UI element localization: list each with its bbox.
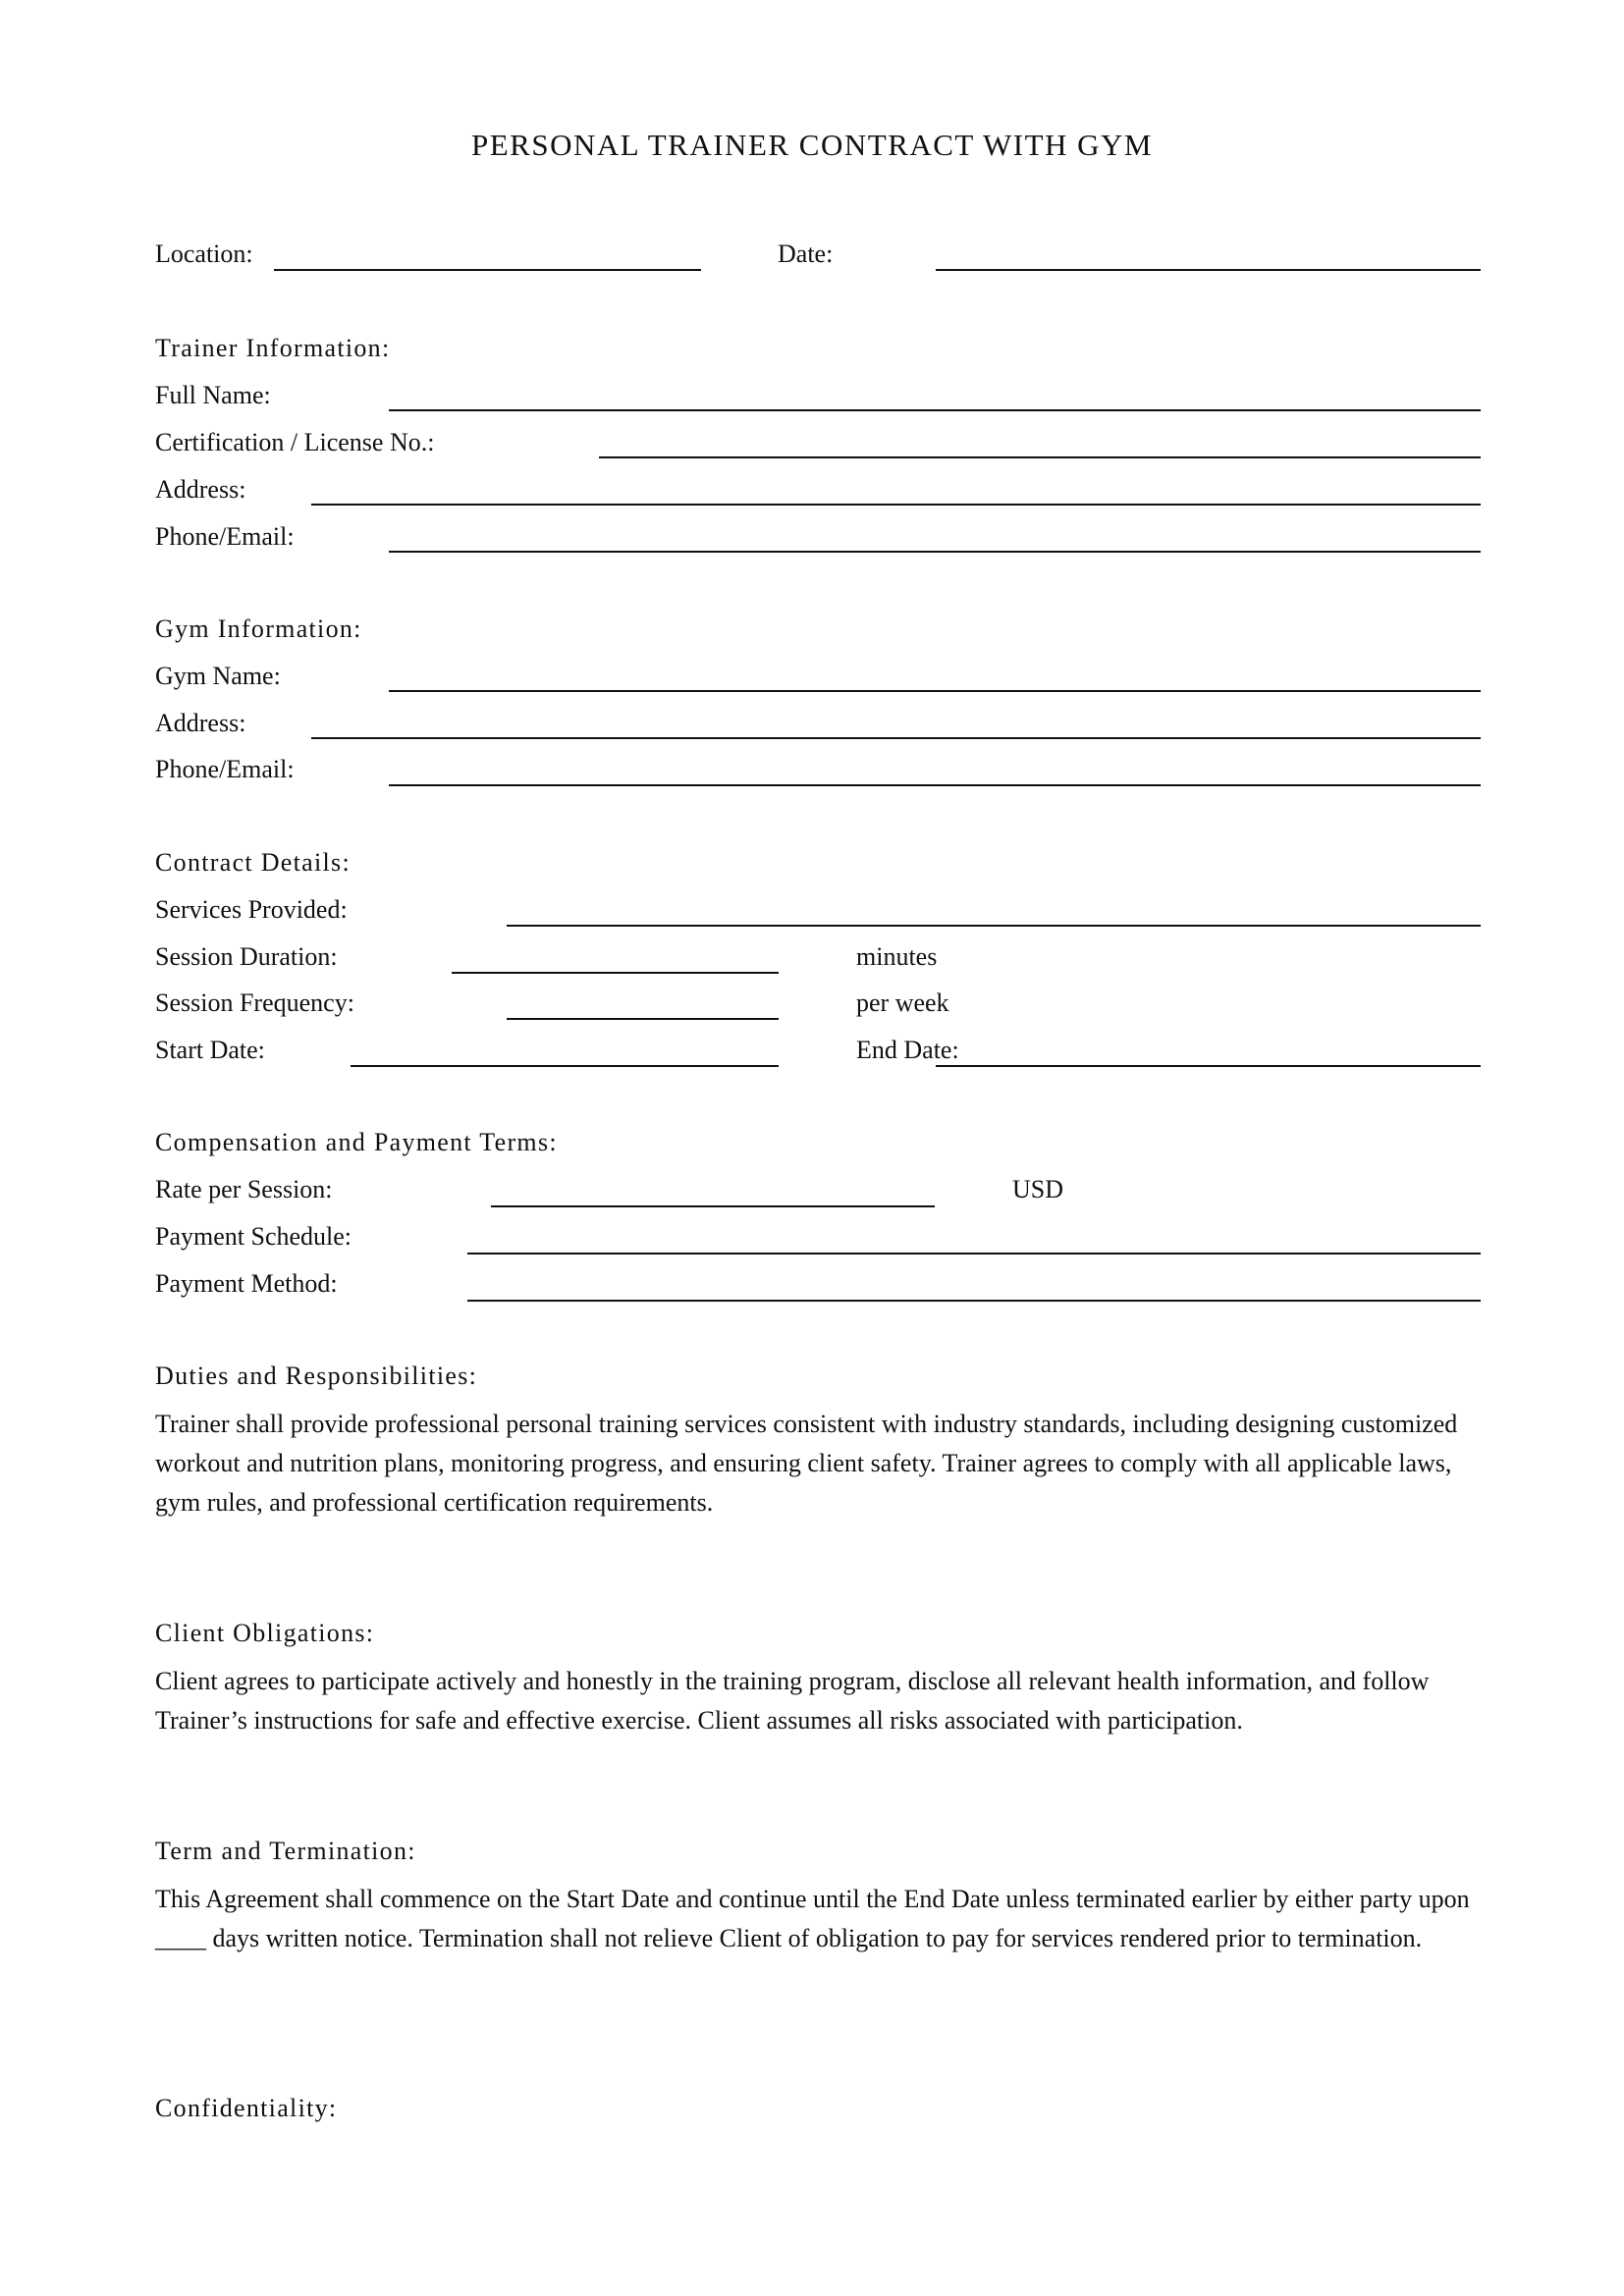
trainer-certification-label: Certification / License No.: <box>155 428 435 456</box>
date-field[interactable] <box>936 269 1481 271</box>
confidentiality-heading: Confidentiality: <box>155 2094 338 2122</box>
trainer-information-heading: Trainer Information: <box>155 334 391 362</box>
location-field[interactable] <box>274 269 701 271</box>
end-date-label: End Date: <box>856 1036 959 1064</box>
gym-name-label: Gym Name: <box>155 662 281 690</box>
session-duration-label: Session Duration: <box>155 942 338 971</box>
payment-method-label: Payment Method: <box>155 1269 338 1298</box>
rate-per-session-label: Rate per Session: <box>155 1175 333 1203</box>
services-provided-field[interactable] <box>507 925 1481 927</box>
payment-schedule-field[interactable] <box>467 1253 1481 1255</box>
start-date-field[interactable] <box>351 1065 779 1067</box>
date-label: Date: <box>778 240 834 268</box>
session-duration-field[interactable] <box>452 972 779 974</box>
trainer-phone-email-field[interactable] <box>389 551 1481 553</box>
session-duration-unit: minutes <box>856 942 938 971</box>
gym-address-label: Address: <box>155 709 246 737</box>
start-date-label: Start Date: <box>155 1036 265 1064</box>
gym-address-field[interactable] <box>311 737 1481 739</box>
trainer-address-field[interactable] <box>311 504 1481 506</box>
session-frequency-unit: per week <box>856 988 949 1017</box>
services-provided-label: Services Provided: <box>155 895 348 924</box>
duties-heading: Duties and Responsibilities: <box>155 1362 478 1390</box>
gym-information-heading: Gym Information: <box>155 614 362 643</box>
payment-method-field[interactable] <box>467 1300 1481 1302</box>
duties-paragraph: Trainer shall provide professional personal training services consistent with industry standards, including designing customized workout and nutrition plans, monitoring progress, and ensuring client safety. Trainer agrees to comply with all applicable laws, gym rules, and professional certification requirements. <box>155 1410 1458 1517</box>
document-title: PERSONAL TRAINER CONTRACT WITH GYM <box>471 128 1153 162</box>
client-obligations-heading: Client Obligations: <box>155 1619 375 1647</box>
client-obligations-paragraph: Client agrees to participate actively and honestly in the training program, disclose all relevant health information, and follow Trainer’s instructions for safe and effective exercise. Client assumes all risks associated with participation. <box>155 1667 1430 1735</box>
gym-phone-email-field[interactable] <box>389 784 1481 786</box>
gym-phone-email-label: Phone/Email: <box>155 755 295 783</box>
term-termination-heading: Term and Termination: <box>155 1837 416 1865</box>
currency-label: USD <box>1012 1175 1064 1203</box>
trainer-full-name-field[interactable] <box>389 409 1481 411</box>
gym-name-field[interactable] <box>389 690 1481 692</box>
location-label: Location: <box>155 240 253 268</box>
payment-schedule-label: Payment Schedule: <box>155 1222 352 1251</box>
compensation-heading: Compensation and Payment Terms: <box>155 1128 558 1156</box>
trainer-address-label: Address: <box>155 475 246 504</box>
trainer-phone-email-label: Phone/Email: <box>155 522 295 551</box>
trainer-full-name-label: Full Name: <box>155 381 271 409</box>
session-frequency-label: Session Frequency: <box>155 988 354 1017</box>
end-date-field[interactable] <box>936 1065 1481 1067</box>
term-termination-paragraph: This Agreement shall commence on the Start Date and continue until the End Date unless terminated earlier by either party upon ____ days written notice. Termination shall not relieve Client of obligation to pay for services rendered prior to termination. <box>155 1885 1470 1952</box>
session-frequency-field[interactable] <box>507 1018 779 1020</box>
contract-details-heading: Contract Details: <box>155 848 351 877</box>
trainer-certification-field[interactable] <box>599 456 1481 458</box>
rate-per-session-field[interactable] <box>491 1205 935 1207</box>
